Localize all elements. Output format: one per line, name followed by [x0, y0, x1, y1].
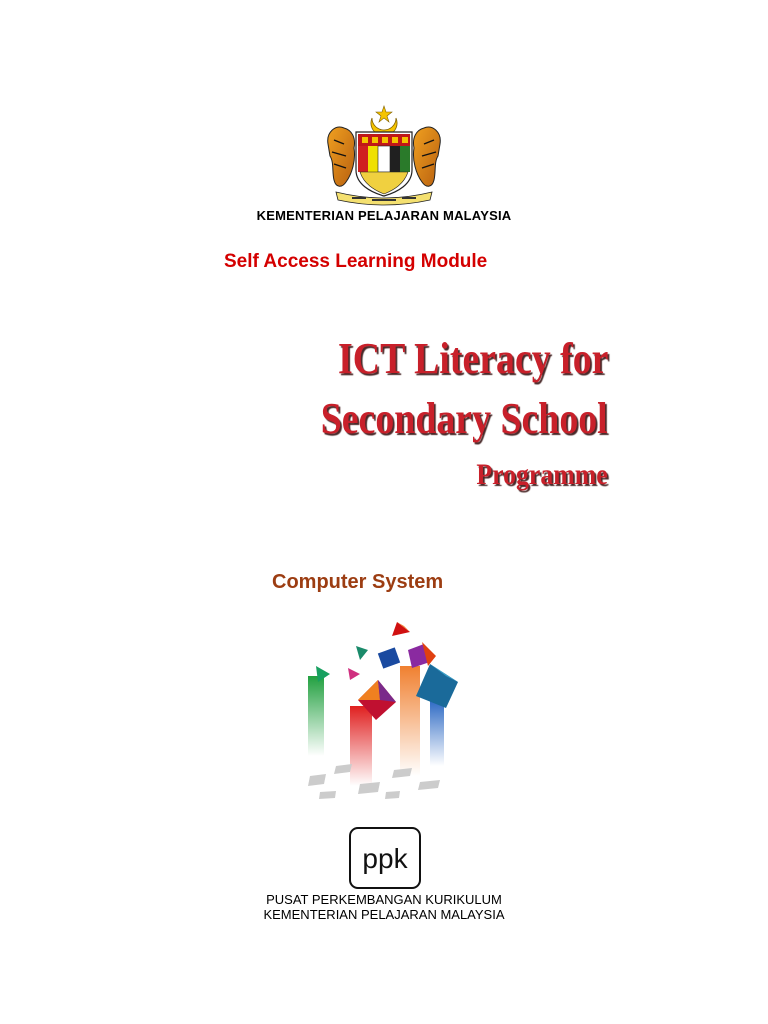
ppk-logo-icon — [348, 826, 422, 890]
title-line-3: Programme — [476, 458, 608, 491]
module-label: Self Access Learning Module — [224, 251, 488, 272]
svg-text:ppk: ppk — [362, 843, 408, 874]
coat-of-arms-icon — [322, 104, 446, 208]
geometric-shapes-illustration — [300, 616, 470, 806]
ministry-header: KEMENTERIAN PELAJARAN MALAYSIA — [256, 208, 512, 223]
title-line-1: ICT Literacy for — [337, 334, 608, 383]
footer-line-2: KEMENTERIAN PELAJARAN MALAYSIA — [263, 907, 505, 922]
footer-line-1: PUSAT PERKEMBANGAN KURIKULUM — [266, 892, 502, 907]
title-line-2: Secondary School — [321, 394, 608, 443]
section-label: Computer System — [272, 571, 444, 593]
